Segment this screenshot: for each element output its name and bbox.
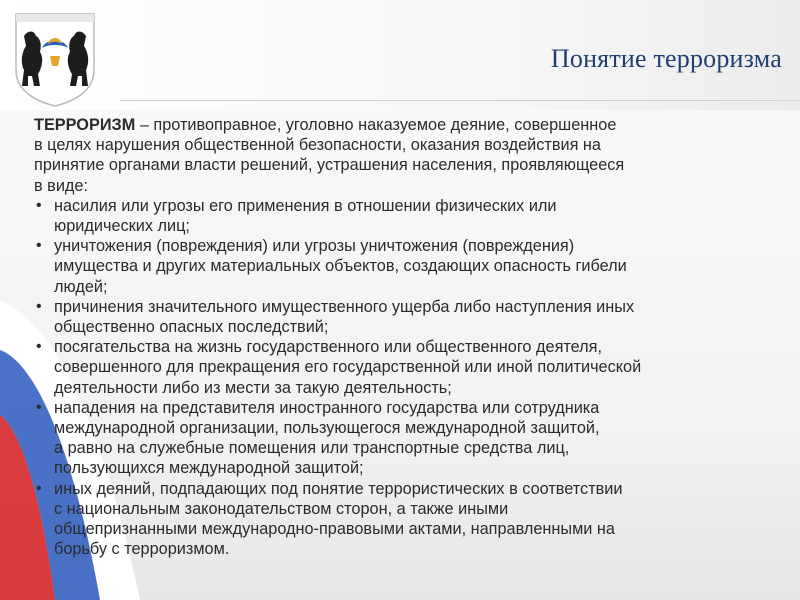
list-item-line: иных деяний, подпадающих под понятие террористических в соответствии <box>54 479 623 498</box>
bullet-icon: • <box>36 196 42 214</box>
list-item-line: пользующихся международной защитой; <box>54 459 364 478</box>
list-item-line: борьбу с терроризмом. <box>54 540 230 559</box>
list-item <box>34 398 774 479</box>
definition-line: – противоправное, уголовно наказуемое деяние, совершенное <box>135 116 617 134</box>
list-item-line: с национальным законодательством сторон, а также иными <box>54 499 509 518</box>
list-item-line: людей; <box>54 277 108 296</box>
list-item <box>34 479 774 560</box>
list-item-line: причинения значительного имущественного ущерба либо наступления иных <box>54 297 635 316</box>
header-divider <box>120 100 800 101</box>
definition-block <box>34 115 774 559</box>
bullet-icon: • <box>36 398 42 416</box>
list-item <box>34 196 774 236</box>
definition-line: в виде: <box>34 176 88 195</box>
forms-list <box>34 196 774 560</box>
list-item-line: имущества и других материальных объектов, создающих опасность гибели <box>54 257 627 276</box>
list-item-line: нападения на представителя иностранного государства или сотрудника <box>54 398 600 417</box>
list-item-line: общепризнанными международно-правовыми актами, направленными на <box>54 520 615 539</box>
list-item-line: общественно опасных последствий; <box>54 318 329 337</box>
bullet-icon: • <box>36 338 42 356</box>
list-item-line: деятельности либо из мести за такую деятельность; <box>54 378 452 397</box>
list-item <box>34 236 774 297</box>
bullet-icon: • <box>36 297 42 315</box>
list-item-line: а равно на служебные помещения или транспортные средства лиц, <box>54 439 570 458</box>
list-item <box>34 337 774 398</box>
defined-term: ТЕРРОРИЗМ <box>34 116 136 134</box>
bullet-icon: • <box>36 237 42 255</box>
list-item-line: международной организации, пользующегося международной защитой, <box>54 419 600 438</box>
bullet-icon: • <box>36 479 42 497</box>
page-title: Понятие терроризма <box>550 44 782 73</box>
list-item <box>34 297 774 337</box>
list-item-line: юридических лиц; <box>54 217 190 236</box>
list-item-line: уничтожения (повреждения) или угрозы уничтожения (повреждения) <box>54 237 575 256</box>
list-item-line: посягательства на жизнь государственного или общественного деятеля, <box>54 338 603 357</box>
definition-line: принятие органами власти решений, устрашения населения, проявляющееся <box>34 156 625 175</box>
list-item-line: насилия или угрозы его применения в отношении физических или <box>54 196 557 215</box>
definition-paragraph <box>34 115 774 196</box>
coat-of-arms-icon <box>10 8 100 108</box>
definition-line: в целях нарушения общественной безопасности, оказания воздействия на <box>34 136 601 155</box>
list-item-line: совершенного для прекращения его государственной или иной политической <box>54 358 642 377</box>
